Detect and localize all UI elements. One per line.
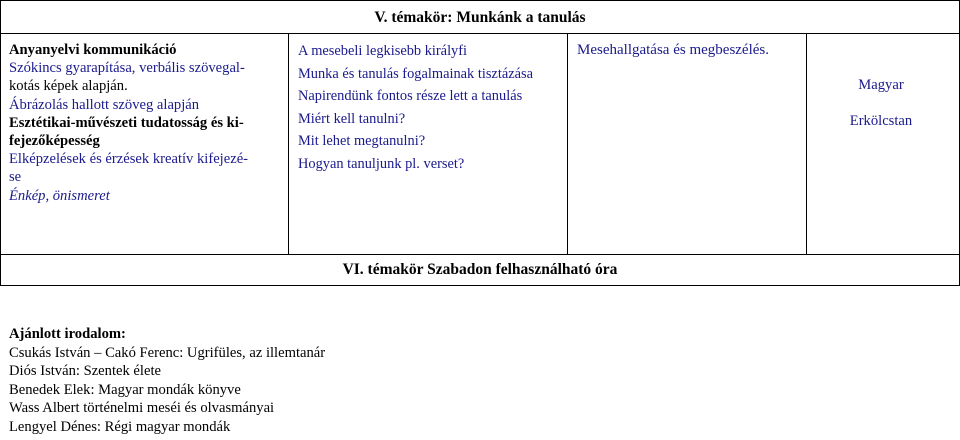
competency-heading-communication: Anyanyelvi kommunikáció bbox=[9, 42, 177, 58]
topic-item: A mesebeli legkisebb királyfi bbox=[298, 43, 468, 59]
section-vi-bottom-border bbox=[0, 285, 960, 286]
subject-magyar: Magyar bbox=[858, 77, 904, 93]
competency-heading-aesthetics: Esztétikai-művészeti tudatosság és ki- bbox=[9, 114, 244, 131]
competency-line: Szókincs gyarapítása, verbális szövegal- bbox=[9, 60, 245, 77]
column-divider-2 bbox=[567, 33, 568, 255]
reading-item: Csukás István – Cakó Ferenc: Ugrifüles, az illemtanár bbox=[9, 344, 326, 361]
reading-item: Diós István: Szentek élete bbox=[9, 363, 161, 380]
column-divider-3 bbox=[806, 33, 807, 255]
table-top-border bbox=[0, 0, 960, 1]
topic-item: Munka és tanulás fogalmainak tisztázása bbox=[298, 65, 533, 82]
competency-line: se bbox=[9, 169, 22, 186]
column-divider-1 bbox=[288, 33, 289, 255]
competency-heading-aesthetics-cont: fejezőképesség bbox=[9, 133, 100, 150]
reading-item: Lengyel Dénes: Régi magyar mondák bbox=[9, 418, 231, 435]
section-v-title: V. témakör: Munkánk a tanulás bbox=[374, 9, 586, 26]
competency-line: Ábrázolás hallott szöveg alapján bbox=[9, 96, 200, 113]
competency-line: Elképzelések és érzések kreatív kifejezé- bbox=[9, 151, 249, 168]
reading-heading: Ajánlott irodalom: bbox=[9, 326, 126, 342]
competency-line-italic: Énkép, önismeret bbox=[9, 187, 110, 204]
section-vi-title: VI. témakör Szabadon felhasználható óra bbox=[342, 261, 618, 278]
reading-item: Benedek Elek: Magyar mondák könyve bbox=[9, 381, 241, 398]
recommended-reading bbox=[9, 325, 949, 437]
section-v-bottom-border bbox=[0, 254, 960, 255]
topic-item: Miért kell tanulni? bbox=[298, 110, 406, 127]
title-row-divider bbox=[0, 33, 960, 34]
topic-item: Mit lehet megtanulni? bbox=[298, 133, 426, 150]
competency-line: kotás képek alapján. bbox=[9, 78, 128, 95]
topic-item: Hogyan tanuljunk pl. verset? bbox=[298, 155, 465, 172]
competencies-cell bbox=[9, 41, 281, 205]
topic-item: Napirendünk fontos része lett a tanulás bbox=[298, 88, 523, 105]
activity-cell: Mesehallgatása és megbeszélés. bbox=[577, 42, 770, 58]
subject-erkolcstan: Erkölcstan bbox=[849, 113, 913, 129]
reading-item: Wass Albert történelmi meséi és olvasmányai bbox=[9, 400, 275, 417]
table-left-border bbox=[0, 0, 1, 286]
topics-cell bbox=[298, 42, 563, 178]
